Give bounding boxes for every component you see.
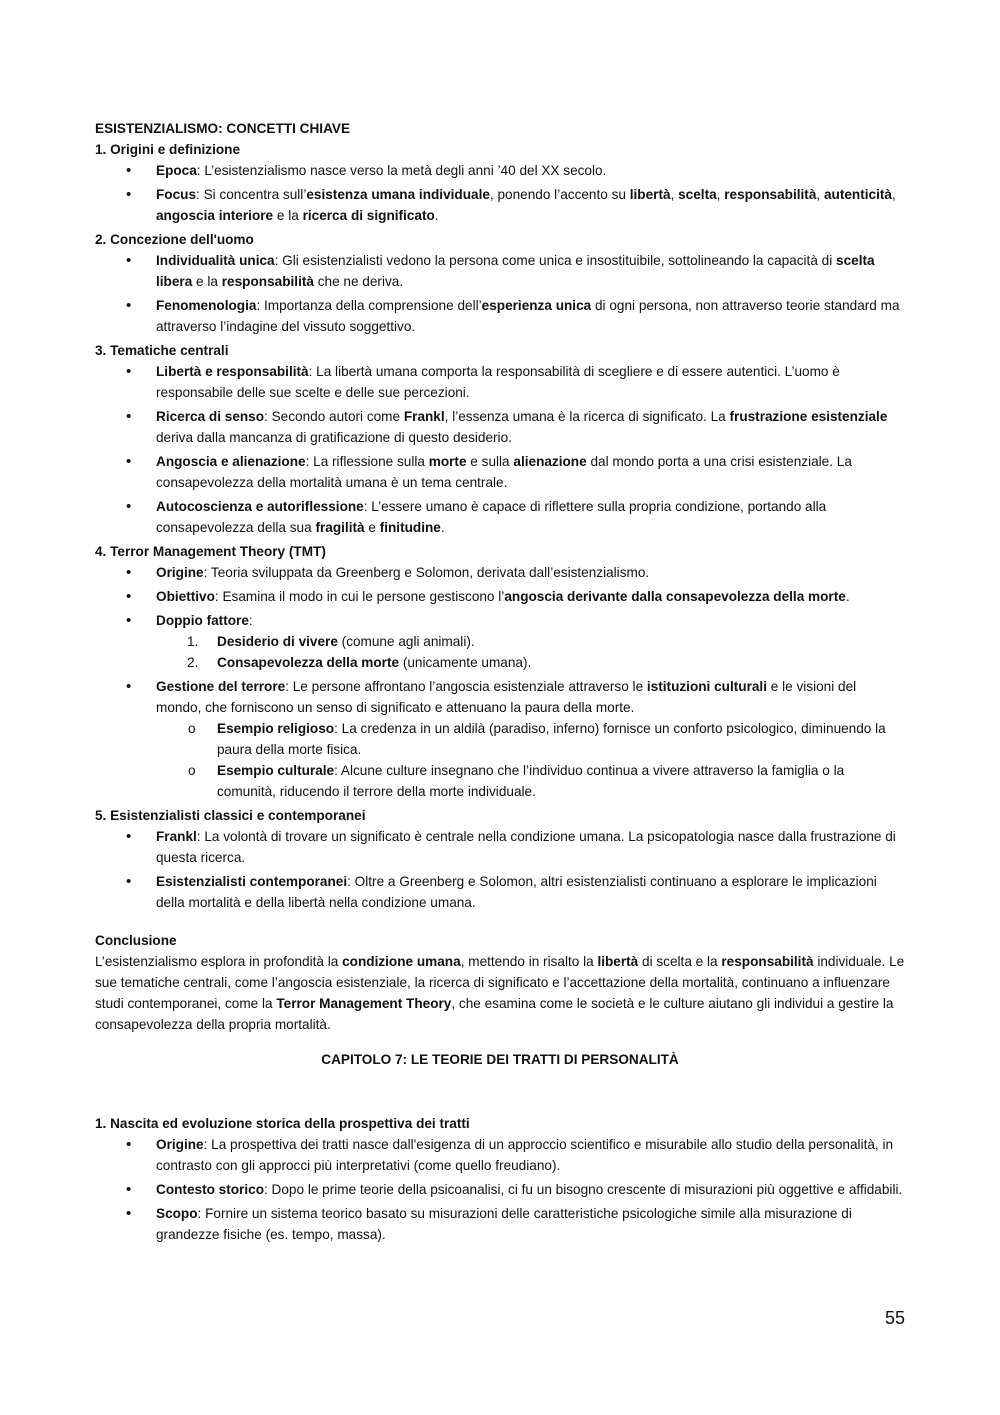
numbered-item — [156, 631, 905, 652]
numbered-sublist — [156, 631, 905, 673]
list-item-text: : L’esistenzialismo nasce verso la metà degli anni ’40 del XX secolo. — [196, 163, 607, 178]
list-item-text: : Dopo le prime teorie della psicoanalisi, ci fu un bisogno crescente di misurazioni più oggettive e affidabili. — [264, 1182, 903, 1197]
bullet-list-tematiche — [95, 361, 905, 538]
list-item-text: di ogni persona, non attraverso teorie standard ma attraverso l’indagine del vissuto soggettivo. — [156, 298, 900, 334]
list-item — [95, 586, 905, 607]
list-item-text: e sulla — [466, 454, 514, 469]
keyword: Doppio fattore — [156, 613, 249, 628]
section-title-origini: 1. Origini e definizione — [95, 142, 241, 157]
keyword: Esempio culturale — [217, 763, 335, 778]
section-title-esistenzialisti: 5. Esistenzialisti classici e contemporanei — [95, 808, 366, 823]
list-item-text: : Alcune culture insegnano che l’individuo continua a vivere attraverso la famiglia o la comunità, riducendo il terrore della morte individuale. — [217, 763, 845, 799]
list-item-text: : Oltre a Greenberg e Solomon, altri esistenzialisti continuano a esplorare le implicazioni della mortalità e della libertà nella condizione umana. — [156, 874, 877, 910]
list-item-text: , — [670, 187, 679, 202]
section-title-tematiche: 3. Tematiche centrali — [95, 343, 229, 358]
bullet-list-concezione — [95, 250, 905, 337]
circle-sublist — [156, 718, 905, 802]
spacer — [95, 1070, 905, 1113]
keyword: ricerca di significato — [302, 208, 435, 223]
keyword: responsabilità — [721, 954, 814, 969]
keyword: autenticità — [823, 187, 892, 202]
list-item — [95, 1134, 905, 1176]
keyword: Autocoscienza e autoriflessione — [156, 499, 364, 514]
item-number: 1. — [187, 634, 199, 649]
keyword: Terror Management Theory — [276, 996, 452, 1011]
list-item-text: : La prospettiva dei tratti nasce dall'esigenza di un approccio scientifico e misurabile allo studio della personalità, in contrasto con gli approcci più interpretativi (come quello freudiano). — [156, 1137, 894, 1173]
chapter-title: CAPITOLO 7: LE TEORIE DEI TRATTI DI PERSONALITÀ — [321, 1052, 679, 1067]
list-item — [95, 184, 905, 226]
keyword: angoscia interiore — [156, 208, 274, 223]
list-item-text: . — [845, 589, 850, 604]
keyword: morte — [428, 454, 467, 469]
keyword: condizione umana — [342, 954, 461, 969]
keyword: fragilità — [315, 520, 365, 535]
section-title-tmt: 4. Terror Management Theory (TMT) — [95, 544, 326, 559]
list-item-text: : Si concentra sull’ — [196, 187, 307, 202]
list-item — [95, 451, 905, 493]
keyword: Focus — [156, 187, 197, 202]
keyword: Frankl — [156, 829, 197, 844]
numbered-item — [156, 652, 905, 673]
keyword: Esempio religioso — [217, 721, 335, 736]
keyword: Contesto storico — [156, 1182, 264, 1197]
keyword: Frankl — [403, 409, 445, 424]
list-item — [95, 826, 905, 868]
keyword: Fenomenologia — [156, 298, 257, 313]
list-item-text: : La libertà umana comporta la responsabilità di scegliere e di essere autentici. L’uomo è responsabile delle sue scelte e delle sue percezioni. — [156, 364, 840, 400]
bullet-list-tmt — [95, 562, 905, 802]
list-item-text: : Le persone affrontano l’angoscia esistenziale attraverso le — [285, 679, 647, 694]
keyword: esistenza umana individuale — [306, 187, 490, 202]
document-title: ESISTENZIALISMO: CONCETTI CHIAVE — [95, 121, 351, 136]
keyword: Scopo — [156, 1206, 198, 1221]
list-item — [95, 1203, 905, 1245]
keyword: Libertà e responsabilità — [156, 364, 309, 379]
list-item-text: , — [716, 187, 725, 202]
list-item — [95, 562, 905, 583]
keyword: frustrazione esistenziale — [729, 409, 888, 424]
page-number: 55 — [884, 1308, 905, 1328]
list-item — [95, 250, 905, 292]
list-item-text: : Esamina il modo in cui le persone gestiscono l’ — [214, 589, 505, 604]
list-item-text: e le visioni del mondo, che forniscono un senso di significato e attenuano la paura della morte. — [156, 679, 857, 715]
list-item-text: e la — [192, 274, 222, 289]
list-item — [95, 295, 905, 337]
keyword: Consapevolezza della morte — [217, 655, 400, 670]
keyword: Desiderio di vivere — [217, 634, 338, 649]
conclusion-paragraph — [95, 951, 905, 1035]
list-item-text: , — [891, 187, 896, 202]
list-item — [95, 160, 905, 181]
spacer — [95, 1035, 905, 1049]
keyword: Esistenzialisti contemporanei — [156, 874, 348, 889]
list-item-text: che ne deriva. — [313, 274, 404, 289]
keyword: libertà — [597, 954, 639, 969]
keyword: Individualità unica — [156, 253, 275, 268]
list-item — [95, 871, 905, 913]
list-item — [95, 496, 905, 538]
section-title-nascita: 1. Nascita ed evoluzione storica della prospettiva dei tratti — [95, 1116, 470, 1131]
list-item-text: : L’essere umano è capace di riflettere sulla propria condizione, portando alla consapevolezza della sua — [156, 499, 827, 535]
item-number: 2. — [187, 655, 199, 670]
keyword: Epoca — [156, 163, 197, 178]
list-item — [95, 406, 905, 448]
list-item — [95, 676, 905, 802]
keyword: scelta libera — [156, 253, 875, 289]
keyword: Ricerca di senso — [156, 409, 265, 424]
bullet-list-esistenzialisti — [95, 826, 905, 913]
list-item-text: : La credenza in un aldilà (paradiso, inferno) fornisce un conforto psicologico, diminuendo la paura della morte fisica. — [217, 721, 886, 757]
list-item-text: e — [364, 520, 380, 535]
list-item-text: , l’essenza umana è la ricerca di significato. La — [444, 409, 730, 424]
paragraph-text: , mettendo in risalto la — [460, 954, 598, 969]
list-item-text: : Gli esistenzialisti vedono la persona come unica e insostituibile, sottolineando la capacità di — [274, 253, 837, 268]
conclusion-title: Conclusione — [95, 933, 177, 948]
keyword: libertà — [629, 187, 671, 202]
list-item — [95, 1179, 905, 1200]
keyword: angoscia derivante dalla consapevolezza della morte — [504, 589, 846, 604]
keyword: responsabilità — [221, 274, 314, 289]
paragraph-text: di scelta e la — [638, 954, 722, 969]
keyword: istituzioni culturali — [646, 679, 767, 694]
list-item-text: deriva dalla mancanza di gratificazione di questo desiderio. — [156, 430, 512, 445]
list-item-text: dal mondo porta a una crisi esistenziale. La consapevolezza della mortalità umana è un tema centrale. — [156, 454, 852, 490]
list-item-text: . — [440, 520, 445, 535]
keyword: Gestione del terrore — [156, 679, 286, 694]
keyword: scelta — [678, 187, 717, 202]
sub-item — [156, 718, 905, 760]
keyword: responsabilità — [724, 187, 817, 202]
keyword: Angoscia e alienazione — [156, 454, 306, 469]
list-item — [95, 610, 905, 673]
list-item-text: : Secondo autori come — [264, 409, 404, 424]
list-item-text: : La volontà di trovare un significato è centrale nella condizione umana. La psicopatologia nasce dalla frustrazione di questa ricerca. — [156, 829, 896, 865]
section-title-concezione: 2. Concezione dell'uomo — [95, 232, 254, 247]
paragraph-text: L’esistenzialismo esplora in profondità la — [95, 954, 343, 969]
keyword: Origine — [156, 1137, 204, 1152]
keyword: finitudine — [379, 520, 441, 535]
list-item-text: : La riflessione sulla — [305, 454, 429, 469]
list-item-text: : — [248, 613, 253, 628]
bullet-list-origini — [95, 160, 905, 226]
keyword: alienazione — [513, 454, 587, 469]
paragraph-text: , che esamina come le società e le culture aiutano gli individui a gestire la consapevolezza della propria mortalità. — [95, 996, 894, 1032]
list-item-text: : Importanza della comprensione dell’ — [256, 298, 482, 313]
list-item-text: , ponendo l’accento su — [489, 187, 630, 202]
list-item-text: (unicamente umana). — [399, 655, 532, 670]
paragraph-text: individuale. Le sue tematiche centrali, come l’angoscia esistenziale, la ricerca di significato e l’accettazione della mortalità, continuano a influenzare studi contemporanei, come la — [95, 954, 905, 1011]
list-item-text: (comune agli animali). — [337, 634, 475, 649]
list-item-text: : Fornire un sistema teorico basato su misurazioni delle caratteristiche psicologiche simile alla misurazione di grandezze fisiche (es. tempo, massa). — [156, 1206, 852, 1242]
sub-item — [156, 760, 905, 802]
list-item-text: : Teoria sviluppata da Greenberg e Solomon, derivata dall’esistenzialismo. — [203, 565, 650, 580]
keyword: Origine — [156, 565, 204, 580]
list-item-text: . — [434, 208, 439, 223]
list-item-text: , — [816, 187, 824, 202]
spacer — [95, 916, 905, 930]
list-item — [95, 361, 905, 403]
list-item-text: e la — [273, 208, 303, 223]
keyword: esperienza unica — [481, 298, 592, 313]
bullet-list-nascita — [95, 1134, 905, 1245]
keyword: Obiettivo — [156, 589, 215, 604]
